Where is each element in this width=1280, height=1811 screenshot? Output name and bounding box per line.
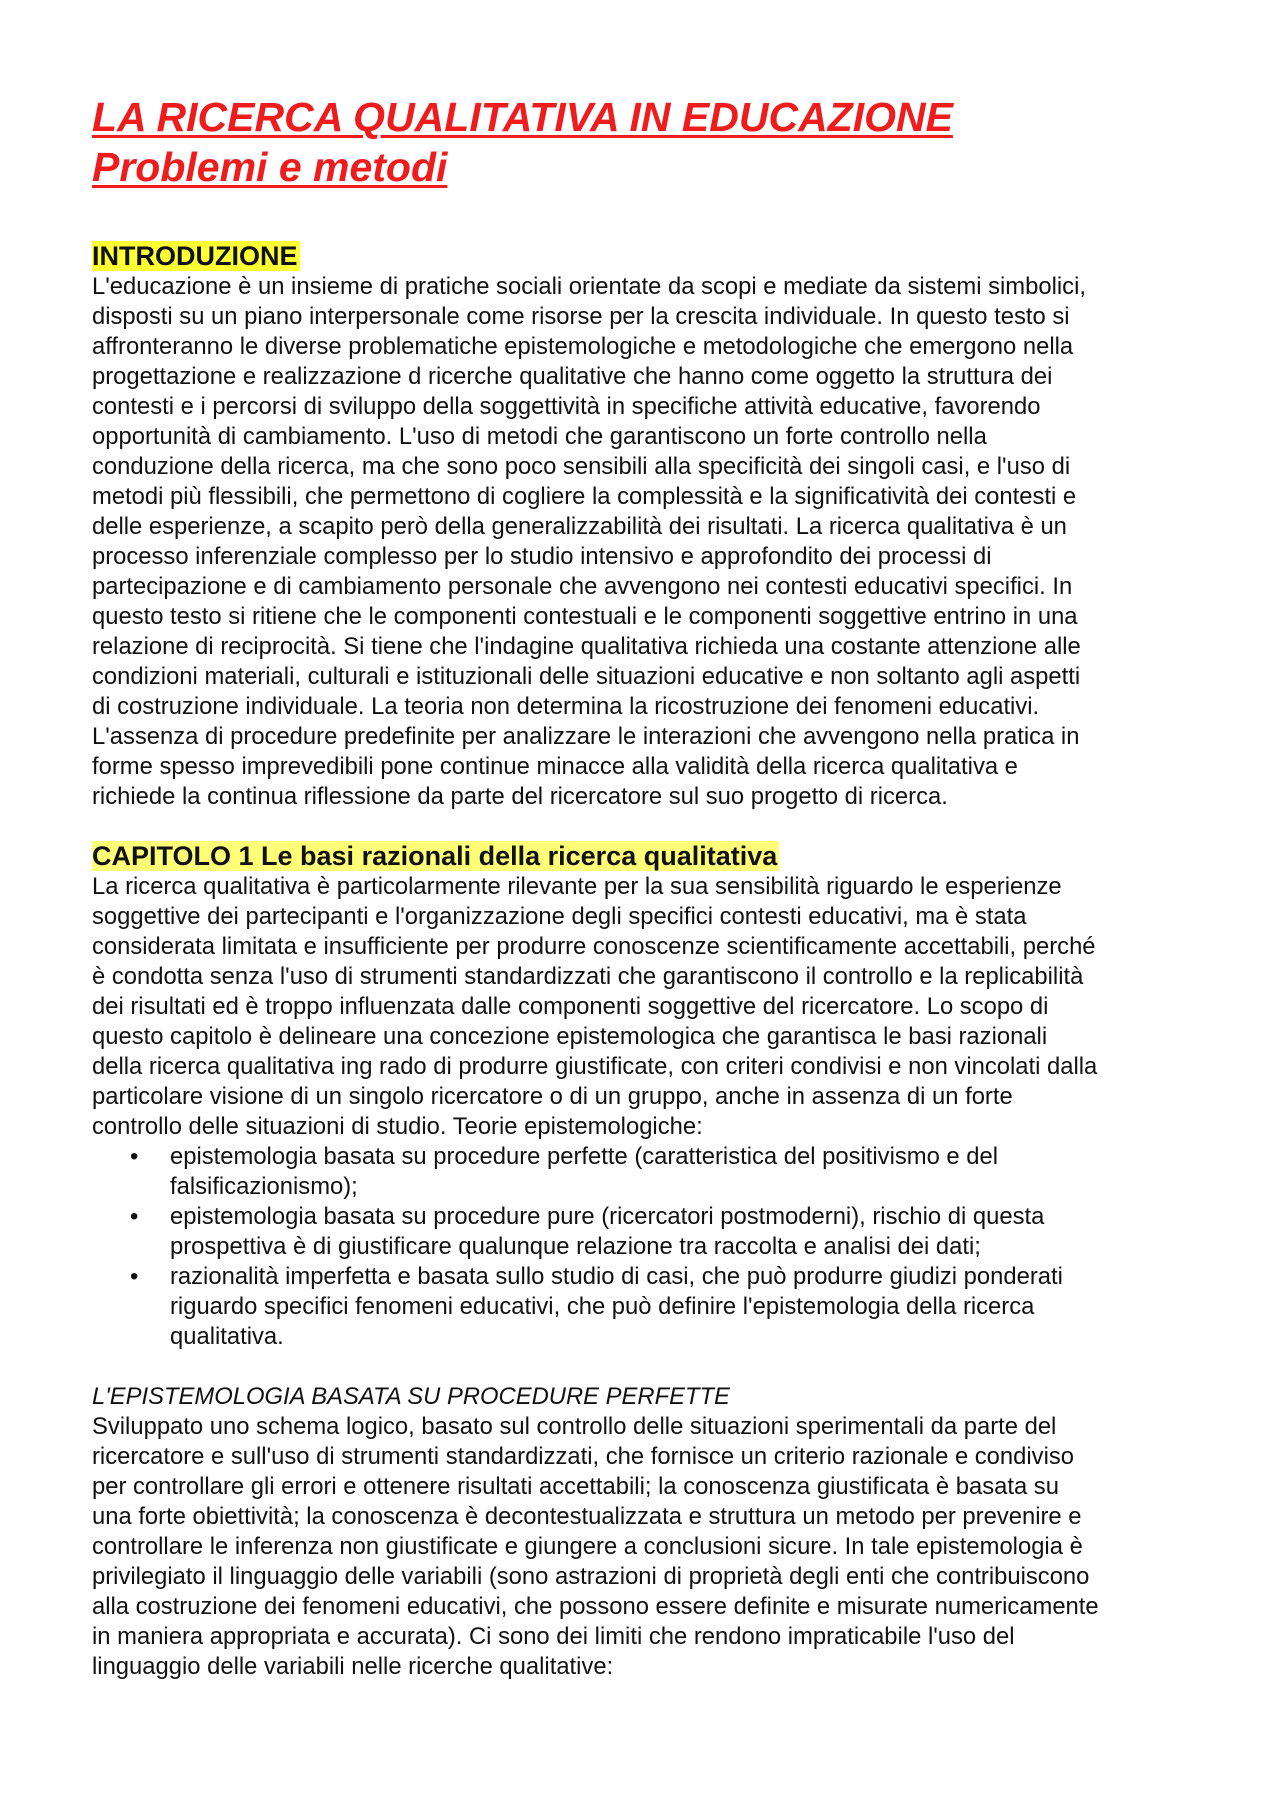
text-line: partecipazione e di cambiamento personale che avvengono nei contesti educativi specifici. In: [92, 573, 1073, 600]
text-line: opportunità di cambiamento. L'uso di metodi che garantiscono un forte controllo nella: [92, 423, 987, 450]
text-line: metodi più flessibili, che permettono di cogliere la complessità e la significatività dei contesti e: [92, 483, 1077, 510]
text-line: della ricerca qualitativa ing rado di produrre giustificate, con criteri condivisi e non vincolati dalla: [92, 1053, 1098, 1080]
text-line: contesti e i percorsi di sviluppo della soggettività in specifiche attività educative, favorendo: [92, 393, 1041, 420]
text-line: disposti su un piano interpersonale come risorse per la crescita individuale. In questo testo si: [92, 303, 1070, 330]
text-line: questo testo si ritiene che le componenti contestuali e le componenti soggettive entrino in una: [92, 603, 1078, 630]
list-item: [92, 1142, 1202, 1202]
text-line: Sviluppato uno schema logico, basato sul controllo delle situazioni sperimentali da parte del: [92, 1413, 1057, 1440]
text-line: conduzione della ricerca, ma che sono poco sensibili alla specificità dei singoli casi, e l'uso di: [92, 453, 1071, 480]
text-line: affronteranno le diverse problematiche epistemologiche e metodologiche che emergono nella: [92, 333, 1074, 360]
text-line: controllo delle situazioni di studio. Teorie epistemologiche:: [92, 1113, 703, 1140]
text-line: delle esperienze, a scapito però della generalizzabilità dei risultati. La ricerca qualitativa è un: [92, 513, 1067, 540]
text-line: prospettiva è di giustificare qualunque relazione tra raccolta e analisi dei dati;: [170, 1233, 981, 1260]
text-line: ricercatore e sull'uso di strumenti standardizzati, che fornisce un criterio razionale e condiviso: [92, 1443, 1074, 1470]
text-line: soggettive dei partecipanti e l'organizzazione degli specifici contesti educativi, ma è stata: [92, 903, 1027, 930]
title-line-2: Problemi e metodi: [92, 144, 448, 190]
text-line: per controllare gli errori e ottenere risultati accettabili; la conoscenza giustificata è basata su: [92, 1473, 1059, 1500]
text-line: epistemologia basata su procedure pure (ricercatori postmoderni), rischio di questa: [170, 1203, 1045, 1230]
text-line: particolare visione di un singolo ricercatore o di un gruppo, anche in assenza di un forte: [92, 1083, 1013, 1110]
text-line: epistemologia basata su procedure perfette (caratteristica del positivismo e del: [170, 1143, 999, 1170]
bullet-icon: •: [130, 1203, 139, 1230]
epistemologia-paragraph: [92, 1412, 1202, 1682]
capitolo-1-heading-text: CAPITOLO 1 Le basi razionali della ricerca qualitativa: [92, 841, 778, 871]
capitolo-1-paragraph: [92, 872, 1202, 1142]
text-line: razionalità imperfetta e basata sullo studio di casi, che può produrre giudizi ponderati: [170, 1263, 1063, 1290]
text-line: alla costruzione dei fenomeni educativi, che possono essere definite e misurate numericamente: [92, 1593, 1099, 1620]
list-item: [92, 1262, 1202, 1352]
introduzione-heading: [92, 240, 1202, 272]
bullet-icon: •: [130, 1263, 139, 1290]
text-line: riguardo specifici fenomeni educativi, che può definire l'epistemologia della ricerca: [170, 1293, 1035, 1320]
text-line: richiede la continua riflessione da parte del ricercatore sul suo progetto di ricerca.: [92, 783, 948, 810]
epistemologia-subheading: L'EPISTEMOLOGIA BASATA SU PROCEDURE PERFETTE: [92, 1383, 730, 1410]
text-line: falsificazionismo);: [170, 1173, 358, 1200]
text-line: privilegiato il linguaggio delle variabili (sono astrazioni di proprietà degli enti che contribuiscono: [92, 1563, 1090, 1590]
text-line: progettazione e realizzazione d ricerche qualitative che hanno come oggetto la struttura dei: [92, 363, 1053, 390]
bullet-icon: •: [130, 1143, 139, 1170]
text-line: è condotta senza l'uso di strumenti standardizzati che garantiscono il controllo e la replicabilità: [92, 963, 1084, 990]
text-line: L'assenza di procedure predefinite per analizzare le interazioni che avvengono nella pratica in: [92, 723, 1080, 750]
text-line: una forte obiettività; la conoscenza è decontestualizzata e struttura un metodo per prevenire e: [92, 1503, 1082, 1530]
introduzione-paragraph: [92, 272, 1202, 812]
epistemology-theories-list: [92, 1142, 1202, 1352]
text-line: forme spesso imprevedibili pone continue minacce alla validità della ricerca qualitativa e: [92, 753, 1018, 780]
text-line: controllare le inferenza non giustificate e giungere a conclusioni sicure. In tale epistemologia è: [92, 1533, 1083, 1560]
text-line: considerata limitata e insufficiente per produrre conoscenze scientificamente accettabili, perché: [92, 933, 1096, 960]
text-line: condizioni materiali, culturali e istituzionali delle situazioni educative e non soltanto agli aspetti: [92, 663, 1081, 690]
text-line: L'educazione è un insieme di pratiche sociali orientate da scopi e mediate da sistemi simbolici,: [92, 273, 1086, 300]
introduzione-heading-text: INTRODUZIONE: [92, 241, 298, 271]
document-page: [92, 92, 1202, 1682]
capitolo-1-heading: [92, 840, 1202, 872]
document-title: [92, 92, 1202, 192]
text-line: in maniera appropriata e accurata). Ci sono dei limiti che rendono impraticabile l'uso del: [92, 1623, 1015, 1650]
text-line: questo capitolo è delineare una concezione epistemologica che garantisca le basi razionali: [92, 1023, 1048, 1050]
text-line: relazione di reciprocità. Si tiene che l'indagine qualitativa richieda una costante attenzione alle: [92, 633, 1081, 660]
text-line: dei risultati ed è troppo influenzata dalle componenti soggettive del ricercatore. Lo scopo di: [92, 993, 1049, 1020]
title-line-1: LA RICERCA QUALITATIVA IN EDUCAZIONE: [92, 94, 953, 140]
text-line: La ricerca qualitativa è particolarmente rilevante per la sua sensibilità riguardo le esperienze: [92, 873, 1062, 900]
text-line: linguaggio delle variabili nelle ricerche qualitative:: [92, 1653, 614, 1680]
list-item: [92, 1202, 1202, 1262]
text-line: di costruzione individuale. La teoria non determina la ricostruzione dei fenomeni educativi.: [92, 693, 1040, 720]
text-line: qualitativa.: [170, 1323, 284, 1350]
text-line: processo inferenziale complesso per lo studio intensivo e approfondito dei processi di: [92, 543, 992, 570]
